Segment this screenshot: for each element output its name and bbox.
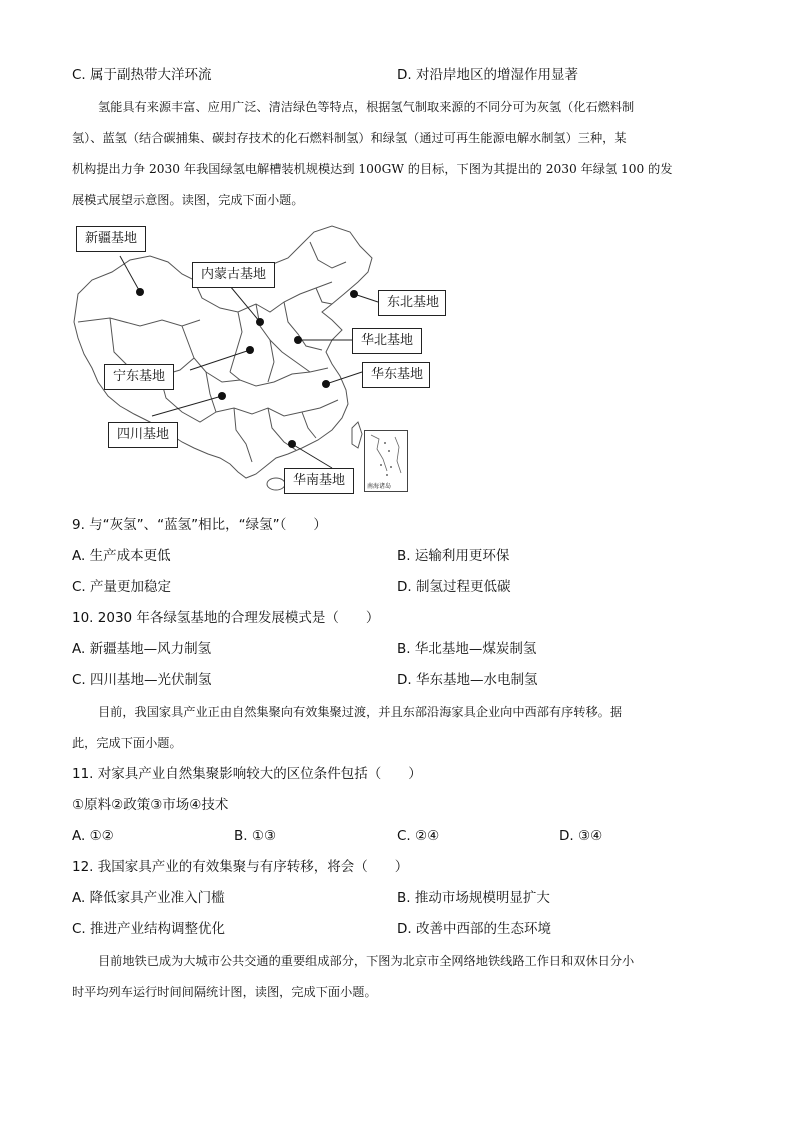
q10-option-d: D. 华东基地—水电制氢 [397,672,538,688]
q11-option-c: C. ②④ [397,828,440,844]
q11-option-a: A. ①② [72,828,114,844]
q11-stem: 11. 对家具产业自然集聚影响较大的区位条件包括（ ） [72,766,422,782]
q12-option-c: C. 推进产业结构调整优化 [72,921,226,937]
inset-islands [365,431,407,483]
q10-stem: 10. 2030 年各绿氢基地的合理发展模式是（ ） [72,610,380,626]
neimenggu-point [256,318,264,326]
dongbei-point [350,290,358,298]
q11-option-b: B. ①③ [234,828,277,844]
intro-paragraph-hydrogen [72,92,722,216]
q11-option-d: D. ③④ [559,828,603,844]
label-huabei-base: 华北基地 [352,328,422,354]
intro1-line3: 机构提出力争 2030 年我国绿氢电解槽装机规模达到 100GW 的目标，下图为其提出的 2030 年绿氢 100 的发 [72,162,673,176]
intro2-line2: 此，完成下面小题。 [72,736,182,750]
q9-stem: 9. 与“灰氢”、“蓝氢”相比，“绿氢”（ ） [72,517,327,533]
q12-option-a: A. 降低家具产业准入门槛 [72,890,225,906]
intro-paragraph-furniture [72,697,722,759]
ningdong-point [246,346,254,354]
intro3-line2: 时平均列车运行时间间隔统计图，读图，完成下面小题。 [72,985,377,999]
q10-option-b: B. 华北基地—煤炭制氢 [397,641,537,657]
q12-option-d: D. 改善中西部的生态环境 [397,921,551,937]
intro2-line1: 目前，我国家具产业正由自然集聚向有效集聚过渡，并且东部沿海家具企业向中西部有序转移。据 [98,705,623,719]
label-huadong-base: 华东基地 [362,362,430,388]
intro1-line1: 氢能具有来源丰富、应用广泛、清洁绿色等特点，根据氢气制取来源的不同分可为灰氢（化石燃料制 [98,100,635,114]
huanan-point [288,440,296,448]
intro1-line4: 展模式展望示意图。读图，完成下面小题。 [72,193,304,207]
huadong-point [322,380,330,388]
intro-paragraph-subway [72,946,722,1008]
sichuan-point [218,392,226,400]
q9-option-b: B. 运输利用更环保 [397,548,510,564]
q9-option-a: A. 生产成本更低 [72,548,171,564]
inset-caption: 南海诸岛 [367,483,392,490]
huabei-point [294,336,302,344]
q10-option-a: A. 新疆基地—风力制氢 [72,641,212,657]
label-sichuan-base: 四川基地 [108,422,178,448]
q11-items: ①原料②政策③市场④技术 [72,797,229,813]
south-china-sea-inset [364,430,408,492]
q9-option-c: C. 产量更加稳定 [72,579,172,595]
label-dongbei-base: 东北基地 [378,290,446,316]
intro3-line1: 目前地铁已成为大城市公共交通的重要组成部分，下图为北京市全网络地铁线路工作日和双休日分小 [98,954,635,968]
label-neimenggu-base: 内蒙古基地 [192,262,275,288]
q9-option-d: D. 制氢过程更低碳 [397,579,511,595]
q12-stem: 12. 我国家具产业的有效集聚与有序转移，将会（ ） [72,859,409,875]
intro1-line2: 氢）、蓝氢（结合碳捕集、碳封存技术的化石燃料制氢）和绿氢（通过可再生能源电解水制氢）三种，某 [72,131,627,145]
china-green-hydrogen-map [70,222,440,497]
label-ningdong-base: 宁东基地 [104,364,174,390]
label-xinjiang-base: 新疆基地 [76,226,146,252]
q8-option-d: D. 对沿岸地区的增湿作用显著 [397,67,578,83]
xinjiang-point [136,288,144,296]
q10-option-c: C. 四川基地—光伏制氢 [72,672,212,688]
q8-option-c: C. 属于副热带大洋环流 [72,67,212,83]
label-huanan-base: 华南基地 [284,468,354,494]
q12-option-b: B. 推动市场规模明显扩大 [397,890,550,906]
